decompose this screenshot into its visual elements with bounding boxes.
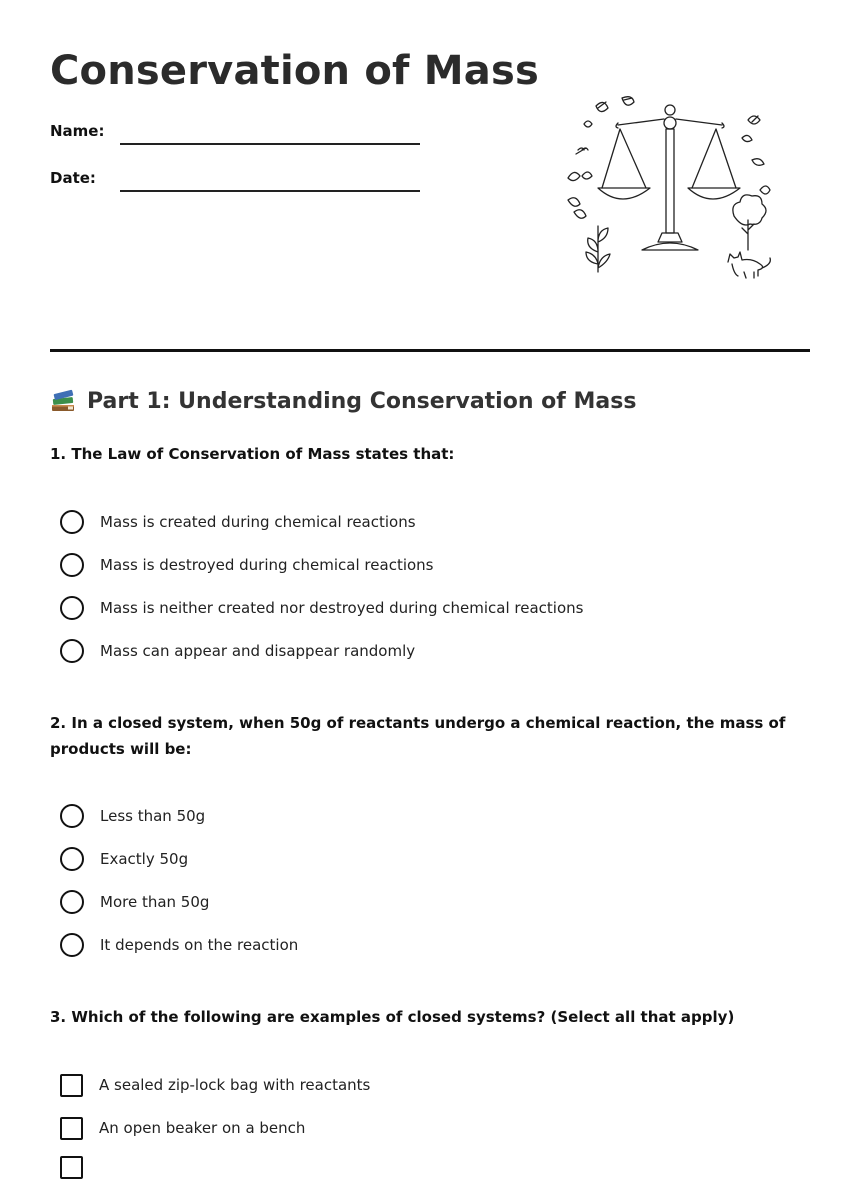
tree-icon <box>733 195 766 250</box>
option-label: Mass is destroyed during chemical reactions <box>100 556 434 574</box>
option-label: Mass is neither created nor destroyed during chemical reactions <box>100 599 584 617</box>
q3-option-3[interactable] <box>60 1154 99 1180</box>
date-label: Date: <box>50 169 96 187</box>
section-heading-part1 <box>50 388 636 414</box>
radio-button[interactable] <box>60 933 84 957</box>
option-label: Mass can appear and disappear randomly <box>100 642 416 660</box>
radio-button[interactable] <box>60 639 84 663</box>
q3-option-2[interactable] <box>60 1115 305 1141</box>
radio-button[interactable] <box>60 847 84 871</box>
q1-option-2[interactable] <box>60 552 434 578</box>
q2-option-3[interactable] <box>60 889 209 915</box>
worksheet-title: Conservation of Mass <box>50 48 539 94</box>
balance-scale-illustration <box>556 92 778 284</box>
option-label: More than 50g <box>100 893 210 911</box>
option-label: Exactly 50g <box>100 850 189 868</box>
header-divider <box>50 349 810 352</box>
radio-button[interactable] <box>60 553 84 577</box>
q3-option-1[interactable] <box>60 1072 370 1098</box>
leaf-icon-right <box>742 116 770 194</box>
question-1: 1. The Law of Conservation of Mass states that: <box>50 445 455 463</box>
checkbox[interactable] <box>60 1117 83 1140</box>
q1-option-4[interactable] <box>60 638 415 664</box>
question-2: 2. In a closed system, when 50g of reactants undergo a chemical reaction, the mass of products will be: <box>50 714 786 758</box>
q1-option-1[interactable] <box>60 509 416 535</box>
cat-icon <box>728 252 770 278</box>
radio-button[interactable] <box>60 596 84 620</box>
books-icon <box>50 388 76 414</box>
checkbox[interactable] <box>60 1156 83 1179</box>
option-label: Less than 50g <box>100 807 206 825</box>
name-label: Name: <box>50 122 105 140</box>
q1-option-3[interactable] <box>60 595 583 621</box>
question-3: 3. Which of the following are examples of closed systems? (Select all that apply) <box>50 1008 735 1026</box>
radio-button[interactable] <box>60 890 84 914</box>
option-label: An open beaker on a bench <box>99 1119 306 1137</box>
leaf-icon <box>568 97 634 272</box>
section-heading-text: Part 1: Understanding Conservation of Mass <box>87 388 637 414</box>
date-field[interactable] <box>120 190 420 192</box>
q2-option-4[interactable] <box>60 932 298 958</box>
q2-option-1[interactable] <box>60 803 205 829</box>
option-label: It depends on the reaction <box>100 936 299 954</box>
q2-option-2[interactable] <box>60 846 188 872</box>
name-field[interactable] <box>120 143 420 145</box>
radio-button[interactable] <box>60 804 84 828</box>
balance-scale-icon <box>598 105 740 250</box>
option-label: A sealed zip-lock bag with reactants <box>99 1076 371 1094</box>
option-label: Mass is created during chemical reactions <box>100 513 416 531</box>
checkbox[interactable] <box>60 1074 83 1097</box>
radio-button[interactable] <box>60 510 84 534</box>
